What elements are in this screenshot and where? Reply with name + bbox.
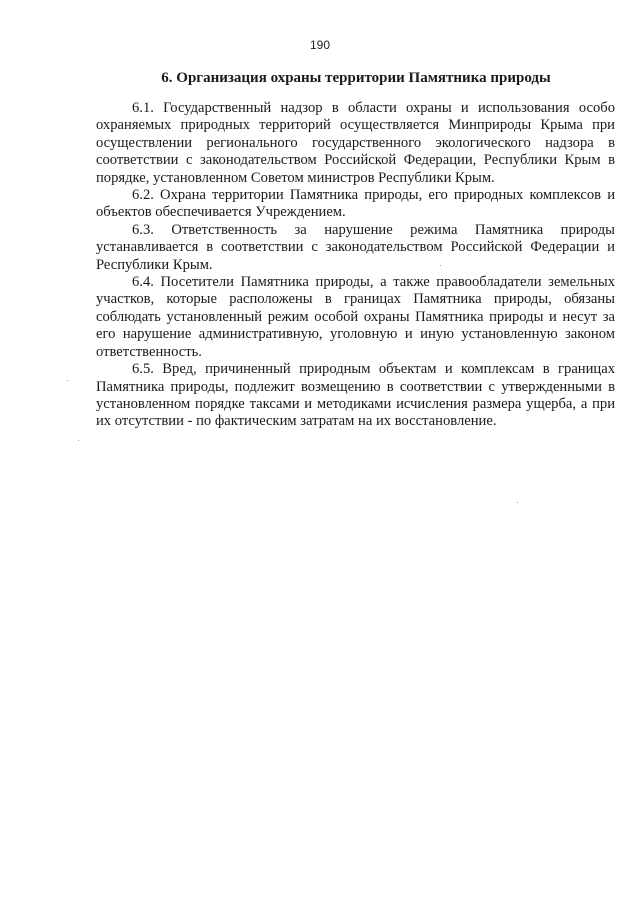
scan-speck bbox=[78, 440, 79, 441]
paragraph-6-4: 6.4. Посетители Памятника природы, а также правообладатели земельных участков, которые расположены в границах Памятника природы, обязаны соблюдать установленный режим особой охраны Памятника природы и несут за его нарушение административную, уголовную и иную установленную законом ответственность. bbox=[96, 274, 615, 360]
paragraph-6-5: 6.5. Вред, причиненный природным объектам и комплексам в границах Памятника природы, подлежит возмещению в соответствии с утвержденными в установленном порядке таксами и методиками исчисления размера ущерба, а при их отсутствии - по фактическим затратам на их восстановление. bbox=[96, 361, 615, 430]
scan-speck bbox=[517, 502, 518, 503]
paragraph-6-1: 6.1. Государственный надзор в области охраны и использования особо охраняемых природных территорий осуществляется Минприроды Крыма при осуществлении регионального государственного экологического надзора в соответствии с законодательством Российской Федерации, Республики Крым в порядке, установленном Советом министров Республики Крым. bbox=[96, 100, 615, 186]
page-number: 190 bbox=[309, 38, 331, 52]
scan-speck bbox=[67, 380, 68, 381]
paragraph-6-3: 6.3. Ответственность за нарушение режима Памятника природы устанавливается в соответствии с законодательством Российской Федерации и Республики Крым. bbox=[96, 221, 615, 273]
section-body bbox=[96, 100, 615, 431]
paragraph-6-2: 6.2. Охрана территории Памятника природы, его природных комплексов и объектов обеспечивается Учреждением. bbox=[96, 187, 615, 221]
section-title: 6. Организация охраны территории Памятника природы bbox=[161, 70, 551, 86]
scan-speck bbox=[440, 265, 441, 266]
